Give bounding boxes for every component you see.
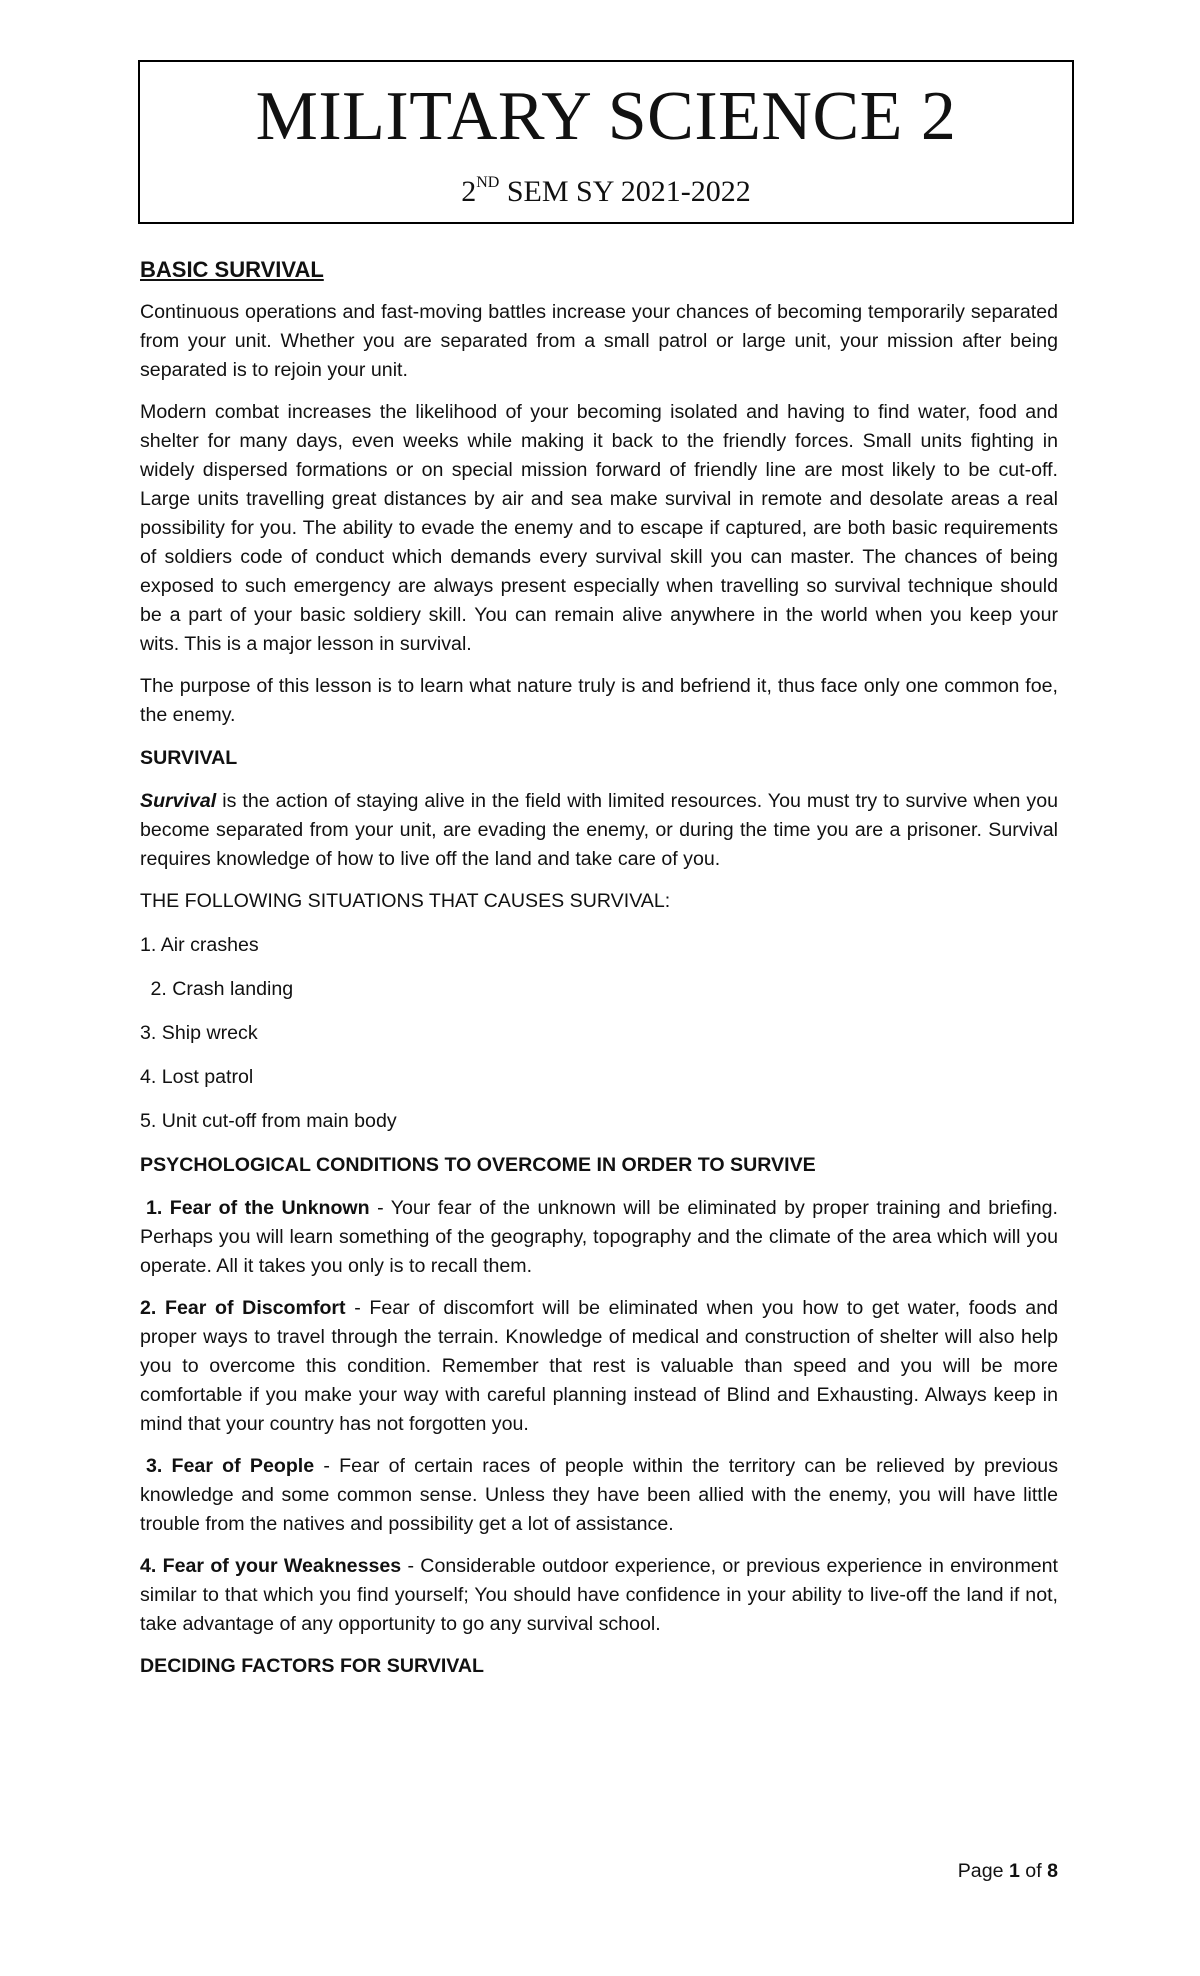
survival-term: Survival: [140, 790, 217, 812]
intro-paragraph: The purpose of this lesson is to learn what nature truly is and befriend it, thus face only one common foe, the enemy.: [140, 675, 1058, 726]
page-of-word: of: [1019, 1860, 1048, 1882]
fear-label: 2. Fear of Discomfort: [140, 1297, 346, 1319]
psychological-heading: PSYCHOLOGICAL CONDITIONS TO OVERCOME IN ORDER TO SURVIVE: [140, 1154, 816, 1176]
list-item: 3. Ship wreck: [140, 1022, 258, 1044]
list-item: 2. Crash landing: [145, 978, 294, 1000]
survival-definition: [140, 787, 1058, 874]
fear-paragraph: [140, 1194, 1058, 1281]
fear-text: - Fear of discomfort will be eliminated when you how to get water, foods and proper ways to travel through the terrain. Knowledge of medical and construction of shelter will also help you to overcome this condition. Remember that rest is valuable than speed and you will be more comfortable if you make your way with careful planning instead of Blind and Exhausting. Always keep in mind that your country has not forgotten you.: [140, 1297, 1058, 1435]
fear-paragraph: [140, 1294, 1058, 1439]
fear-text: - Your fear of the unknown will be eliminated by proper training and briefing. Perhaps you will learn something of the geography, topography and the climate of the area which will you operate. All it takes you only is to recall them.: [140, 1197, 1058, 1277]
intro-paragraph: Modern combat increases the likelihood of your becoming isolated and having to find water, food and shelter for many days, even weeks while making it back to the friendly forces. Small units fighting in widely dispersed formations or on special mission forward of friendly line are most likely to be cut-off. Large units travelling great distances by air and sea make survival in remote and desolate areas a real possibility for you. The ability to evade the enemy and to escape if captured, are both basic requirements of soldiers code of conduct which demands every survival skill you can master. The chances of being exposed to such emergency are always present especially when travelling so survival technique should be a part of your basic soldiery skill. You can remain alive anywhere in the world when you keep your wits. This is a major lesson in survival.: [140, 401, 1058, 655]
fear-label: 4. Fear of your Weaknesses: [140, 1555, 402, 1577]
list-item: 4. Lost patrol: [140, 1066, 254, 1088]
list-item: 5. Unit cut-off from main body: [140, 1110, 397, 1132]
document-title: MILITARY SCIENCE 2: [255, 78, 957, 155]
title-box: [138, 60, 1074, 224]
section-heading-basic-survival: BASIC SURVIVAL: [140, 257, 324, 282]
document-body: [140, 256, 1058, 1695]
fear-label: 3. Fear of People: [146, 1455, 315, 1477]
intro-paragraph: Continuous operations and fast-moving battles increase your chances of becoming temporarily separated from your unit. Whether you are separated from a small patrol or large unit, your mission after being separated is to rejoin your unit.: [140, 301, 1058, 381]
semester-line: [140, 174, 1072, 209]
deciding-factors-heading: DECIDING FACTORS FOR SURVIVAL: [140, 1655, 485, 1677]
survival-definition-text: is the action of staying alive in the field with limited resources. You must try to survive when you become separated from your unit, are evading the enemy, or during the time you are a prisoner. Survival requires knowledge of how to live off the land and take care of you.: [140, 790, 1058, 870]
semester-number: 2: [461, 175, 477, 208]
semester-year: SEM SY 2021-2022: [499, 175, 751, 208]
page-current: 1: [1008, 1860, 1020, 1882]
page-footer: [958, 1860, 1058, 1883]
page-word: Page: [957, 1860, 1009, 1882]
page-total: 8: [1047, 1860, 1058, 1882]
list-item: 1. Air crashes: [140, 934, 259, 956]
fear-paragraph: [140, 1552, 1058, 1639]
fear-text: - Fear of certain races of people within the territory can be relieved by previous knowledge and some common sense. Unless they have been allied with the enemy, you will have little trouble from the natives and possibility get a lot of assistance.: [140, 1455, 1058, 1535]
fear-label: 1. Fear of the Unknown: [146, 1197, 370, 1219]
fear-paragraph: [140, 1452, 1058, 1539]
semester-suffix: ND: [476, 174, 500, 191]
fear-text: - Considerable outdoor experience, or previous experience in environment similar to that which you find yourself; You should have confidence in your ability to live-off the land if not, take advantage of any opportunity to go any survival school.: [140, 1555, 1059, 1635]
survival-heading: SURVIVAL: [140, 747, 238, 769]
situations-heading: THE FOLLOWING SITUATIONS THAT CAUSES SURVIVAL:: [140, 890, 671, 912]
